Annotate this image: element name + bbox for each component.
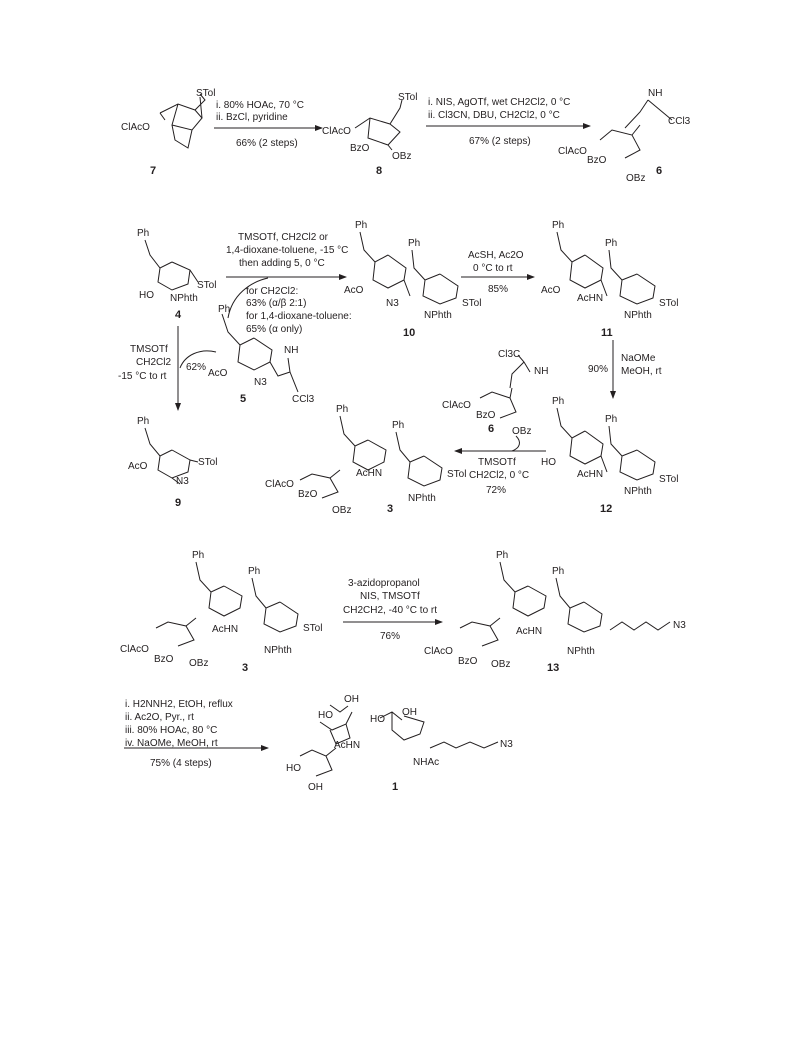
label-clacO: ClAcO [121, 122, 150, 133]
label-clacO: ClAcO [322, 126, 351, 137]
label-stol: STol [462, 298, 482, 309]
reagent-line: NIS, TMSOTf [360, 591, 420, 602]
label-clacO: ClAcO [558, 146, 587, 157]
compound-number-10: 10 [403, 327, 416, 339]
reagent-line: CH2Cl2, 0 °C [469, 470, 530, 481]
condition-line: for 1,4-dioxane-toluene: [246, 311, 352, 322]
compound-number-7: 7 [150, 165, 157, 177]
label-achn: AcHN [356, 468, 383, 479]
label-ph: Ph [408, 238, 421, 249]
label-nphth: NPhth [170, 293, 198, 304]
yield-text: 67% (2 steps) [469, 136, 531, 147]
compound-6 [558, 88, 691, 184]
yield-text: 76% [380, 631, 401, 642]
label-obz: OBz [392, 151, 412, 162]
label-ph: Ph [137, 416, 150, 427]
reagent-line: AcSH, Ac2O [468, 250, 524, 261]
label-achn: AcHN [577, 469, 604, 480]
reagent-line: ii. Cl3CN, DBU, CH2Cl2, 0 °C [428, 110, 560, 121]
label-clacO: ClAcO [265, 479, 294, 490]
reagent-line: -15 °C to rt [118, 371, 167, 382]
label-achn: AcHN [516, 626, 543, 637]
reagent-line: TMSOTf, CH2Cl2 or [238, 232, 329, 243]
reagent-line: NaOMe [621, 353, 656, 364]
reagent-line: then adding 5, 0 °C [239, 258, 325, 269]
label-n3: N3 [386, 298, 399, 309]
label-ph: Ph [336, 404, 349, 415]
label-clacO: ClAcO [424, 646, 453, 657]
label-n3: N3 [500, 739, 513, 750]
label-ph: Ph [192, 550, 205, 561]
yield-text: 72% [486, 485, 507, 496]
label-ho: HO [139, 290, 154, 301]
label-ccl3: CCl3 [668, 116, 691, 127]
compound-number-3: 3 [242, 662, 249, 674]
reagent-line: 3-azidopropanol [348, 578, 420, 589]
reaction-step-8 [343, 578, 442, 642]
label-bzo: BzO [476, 410, 496, 421]
label-ph: Ph [248, 566, 261, 577]
label-clacO: ClAcO [120, 644, 149, 655]
label-nh: NH [648, 88, 663, 99]
reaction-step-9 [124, 699, 268, 769]
label-stol: STol [659, 474, 679, 485]
label-obz: OBz [189, 658, 209, 669]
compound-11 [541, 220, 678, 339]
label-achn: AcHN [334, 740, 361, 751]
compound-number-3: 3 [387, 503, 394, 515]
compound-number-8: 8 [376, 165, 383, 177]
reaction-step-5 [118, 326, 216, 410]
label-ho: HO [370, 714, 385, 725]
label-bzo: BzO [350, 143, 370, 154]
label-ph: Ph [496, 550, 509, 561]
label-n3: N3 [673, 620, 686, 631]
compound-9 [128, 416, 217, 509]
compound-number-6: 6 [488, 423, 495, 435]
label-clacO: ClAcO [442, 400, 471, 411]
reagent-line: i. 80% HOAc, 70 °C [216, 100, 304, 111]
reaction-step-7 [455, 436, 546, 496]
compound-3 [265, 404, 466, 516]
label-stol: STol [447, 469, 467, 480]
reaction-step-4 [461, 250, 534, 295]
compound-8 [322, 92, 417, 177]
label-aco: AcO [541, 285, 561, 296]
label-nphth: NPhth [408, 493, 436, 504]
label-ho: HO [318, 710, 333, 721]
reaction-step-3 [226, 232, 352, 335]
label-bzo: BzO [458, 656, 478, 667]
compound-number-1: 1 [392, 781, 399, 793]
label-nphth: NPhth [424, 310, 452, 321]
label-ph: Ph [137, 228, 150, 239]
label-ccl3: CCl3 [292, 394, 315, 405]
reagent-line: iv. NaOMe, MeOH, rt [125, 738, 218, 749]
label-obz: OBz [512, 426, 532, 437]
label-obz: OBz [626, 173, 646, 184]
label-stol: STol [196, 88, 216, 99]
condition-line: for CH2Cl2: [246, 286, 299, 297]
label-ho: HO [286, 763, 301, 774]
label-nphth: NPhth [624, 486, 652, 497]
label-cl3c: Cl3C [498, 349, 521, 360]
label-obz: OBz [491, 659, 511, 670]
label-nphth: NPhth [624, 310, 652, 321]
label-ph: Ph [552, 566, 565, 577]
reagent-line: 1,4-dioxane-toluene, -15 °C [226, 245, 349, 256]
condition-line: 65% (α only) [246, 324, 303, 335]
label-bzo: BzO [298, 489, 318, 500]
compound-4 [137, 228, 216, 321]
label-nphth: NPhth [567, 646, 595, 657]
compound-3-start [120, 550, 322, 674]
yield-text: 85% [488, 284, 509, 295]
reaction-step-6 [588, 340, 662, 398]
label-bzo: BzO [154, 654, 174, 665]
compound-6-donor [442, 349, 548, 437]
reagent-line: ii. Ac2O, Pyr., rt [125, 712, 194, 723]
compound-number-6: 6 [656, 165, 663, 177]
label-bzo: BzO [587, 155, 607, 166]
yield-text: 90% [588, 364, 609, 375]
reagent-line: CH2CH2, -40 °C to rt [343, 605, 438, 616]
label-aco: AcO [128, 461, 148, 472]
reagent-line: TMSOTf [478, 457, 516, 468]
yield-text: 75% (4 steps) [150, 758, 212, 769]
reaction-step-1 [214, 100, 322, 149]
label-achn: AcHN [577, 293, 604, 304]
yield-text: 62% [186, 362, 207, 373]
label-stol: STol [303, 623, 323, 634]
label-ph: Ph [552, 220, 565, 231]
label-ph: Ph [355, 220, 368, 231]
label-n3: N3 [254, 377, 267, 388]
compound-7 [121, 88, 215, 177]
label-aco: AcO [208, 368, 228, 379]
label-stol: STol [659, 298, 679, 309]
compound-number-4: 4 [175, 309, 182, 321]
reagent-line: ii. BzCl, pyridine [216, 112, 288, 123]
label-nphth: NPhth [264, 645, 292, 656]
compound-number-11: 11 [601, 327, 613, 339]
label-ph: Ph [605, 238, 618, 249]
label-stol: STol [198, 457, 218, 468]
label-obz: OBz [332, 505, 352, 516]
reagent-line: TMSOTf [130, 344, 168, 355]
label-n3: N3 [176, 476, 189, 487]
compound-1 [286, 694, 513, 793]
reagent-line: CH2Cl2 [136, 357, 172, 368]
reagent-line: iii. 80% HOAc, 80 °C [125, 725, 218, 736]
label-ho: HO [541, 457, 556, 468]
label-ph: Ph [552, 396, 565, 407]
compound-10 [344, 220, 481, 339]
label-nh: NH [534, 366, 549, 377]
compound-number-5: 5 [240, 393, 247, 405]
condition-line: 63% (α/β 2:1) [246, 298, 307, 309]
yield-text: 66% (2 steps) [236, 138, 298, 149]
label-aco: AcO [344, 285, 364, 296]
reagent-line: i. NIS, AgOTf, wet CH2Cl2, 0 °C [428, 97, 571, 108]
reagent-line: MeOH, rt [621, 366, 662, 377]
compound-number-12: 12 [600, 503, 613, 515]
label-oh: OH [402, 707, 417, 718]
label-ph: Ph [218, 304, 231, 315]
label-nh: NH [284, 345, 299, 356]
compound-13 [424, 550, 686, 674]
label-stol: STol [197, 280, 217, 291]
label-oh: OH [344, 694, 359, 705]
reagent-line: i. H2NNH2, EtOH, reflux [125, 699, 233, 710]
compound-12 [541, 396, 678, 515]
label-ph: Ph [392, 420, 405, 431]
reaction-step-2 [426, 97, 590, 147]
reagent-line: 0 °C to rt [473, 263, 513, 274]
compound-number-13: 13 [547, 662, 560, 674]
label-oh: OH [308, 782, 323, 793]
label-nhac: NHAc [413, 757, 440, 768]
compound-number-9: 9 [175, 497, 182, 509]
label-ph: Ph [605, 414, 618, 425]
label-stol: STol [398, 92, 418, 103]
label-achn: AcHN [212, 624, 239, 635]
